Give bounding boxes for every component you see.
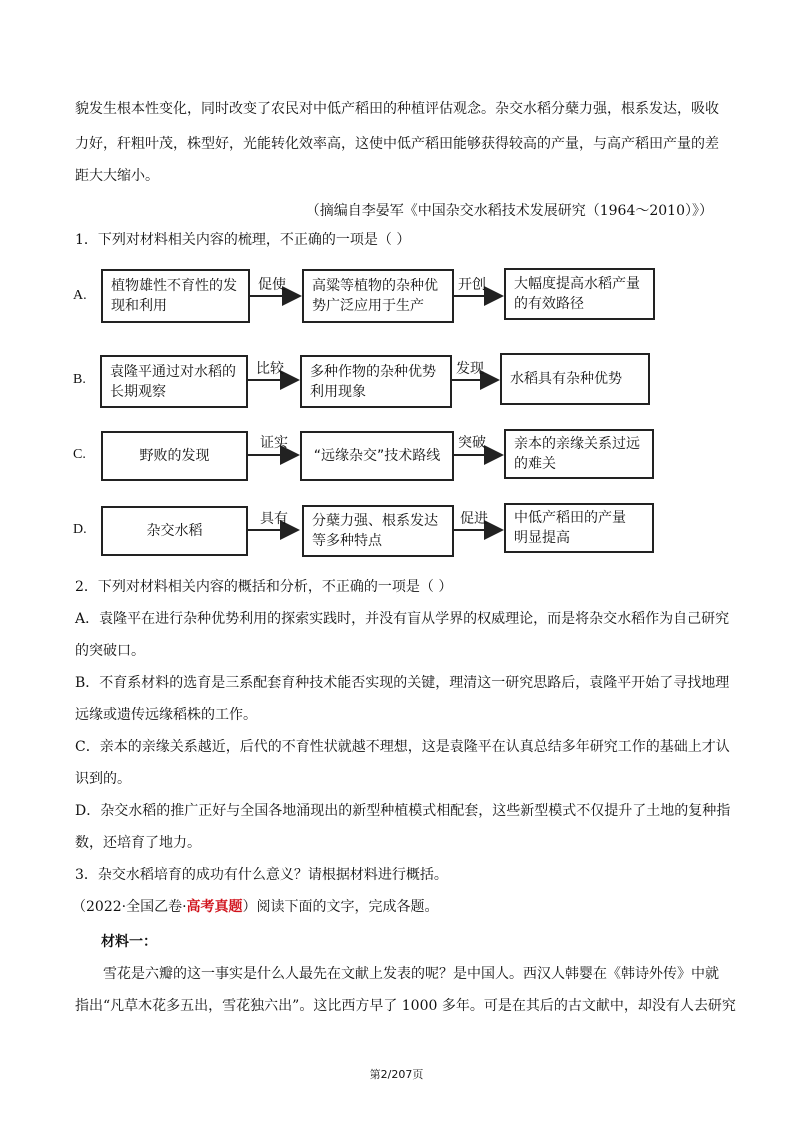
box-text: 的有效路径 xyxy=(514,296,584,312)
option-c-box-2 xyxy=(300,431,454,481)
box-text: 明显提高 xyxy=(514,530,570,546)
option-b-arrow-2-label: 发现 xyxy=(456,361,484,377)
box-text: 亲本的亲缘关系过远 xyxy=(514,436,640,452)
option-d-box-1 xyxy=(101,506,248,556)
option-c-label: C. xyxy=(73,447,86,462)
option-a-label: A. xyxy=(73,288,87,303)
q2-option-b-line-1: B．不育系材料的选育是三系配套育种技术能否实现的关键，理清这一研究思路后，袁隆平开始了寻找地理 xyxy=(75,675,730,691)
box-text: 长期观察 xyxy=(110,383,166,400)
option-c-box-3 xyxy=(504,429,654,479)
q1-stem: 1．下列对材料相关内容的梳理，不正确的一项是（ ） xyxy=(75,232,411,248)
exam-highlight[interactable]: 高考真题 xyxy=(186,899,243,915)
box-text: 野败的发现 xyxy=(139,448,210,464)
option-d-box-2 xyxy=(302,505,454,557)
exam-prefix: （2022·全国乙卷· xyxy=(72,899,187,915)
intro-line-2: 力好，秆粗叶茂，株型好，光能转化效率高，这使中低产稻田能够获得较高的产量，与高产稻田产量的差 xyxy=(75,136,719,152)
intro-line-1: 貌发生根本性变化，同时改变了农民对中低产稻田的种植评估观念。杂交水稻分蘖力强，根系发达，吸收 xyxy=(75,101,719,117)
option-b-box-1 xyxy=(100,355,248,408)
q2-stem: 2．下列对材料相关内容的概括和分析，不正确的一项是（ ） xyxy=(75,579,453,595)
option-b-label: B. xyxy=(73,372,86,387)
q2-option-c-line-2: 识到的。 xyxy=(75,771,131,787)
box-text: 高粱等植物的杂种优 xyxy=(312,278,438,294)
source-citation: （摘编自李晏军《中国杂交水稻技术发展研究（1964～2010）》） xyxy=(305,203,713,219)
option-c-arrow-2-label: 突破 xyxy=(458,435,486,451)
box-text: 杂交水稻 xyxy=(146,523,203,539)
option-a-box-3 xyxy=(504,268,655,320)
q2-option-a-line-2: 的突破口。 xyxy=(75,643,145,659)
option-d-label: D. xyxy=(73,522,87,537)
box-text: 现和利用 xyxy=(111,298,167,314)
option-c-box-1 xyxy=(101,431,248,481)
material-line-2: 指出“凡草木花多五出，雪花独六出”。这比西方早了 1000 多年。可是在其后的古文献中，却没有人去研究 xyxy=(75,998,736,1014)
option-a-box-2 xyxy=(302,269,454,323)
box-text: 等多种特点 xyxy=(312,533,382,549)
exam-suffix: ）阅读下面的文字，完成各题。 xyxy=(242,899,439,915)
q2-option-b-line-2: 远缘或遗传远缘稻株的工作。 xyxy=(75,707,257,723)
box-text: 水稻具有杂种优势 xyxy=(510,371,622,387)
material-title: 材料一： xyxy=(101,934,157,950)
q2-option-a-line-1: A．袁隆平在进行杂种优势利用的探索实践时，并没有盲从学界的权威理论，而是将杂交水稻作为自己研究 xyxy=(75,611,730,627)
exam-source xyxy=(72,897,718,917)
box-text: 利用现象 xyxy=(310,383,366,400)
material-line-1: 雪花是六瓣的这一事实是什么人最先在文献上发表的呢？是中国人。西汉人韩婴在《韩诗外传》中就 xyxy=(103,966,719,982)
box-text: 植物雄性不育性的发 xyxy=(111,278,237,294)
box-text: 势广泛应用于生产 xyxy=(312,298,424,314)
box-text: 大幅度提高水稻产量 xyxy=(514,276,640,292)
box-text: 分蘖力强、根系发达 xyxy=(312,513,438,529)
box-text: 多种作物的杂种优势 xyxy=(310,363,436,380)
option-d-arrow-1-label: 具有 xyxy=(260,511,288,527)
option-d-box-3 xyxy=(504,503,654,553)
box-text: 中低产稻田的产量 xyxy=(514,510,626,526)
option-a-box-1 xyxy=(101,269,250,323)
box-text: “远缘杂交”技术路线 xyxy=(313,448,441,464)
box-text: 袁隆平通过对水稻的 xyxy=(110,363,236,380)
box-text: 的难关 xyxy=(514,456,556,472)
option-c-arrow-1-label: 证实 xyxy=(260,435,288,451)
option-a-arrow-2-label: 开创 xyxy=(458,277,486,293)
option-a-arrow-1-label: 促使 xyxy=(258,277,286,293)
intro-line-3: 距大大缩小。 xyxy=(75,168,159,184)
q2-option-d-line-1: D．杂交水稻的推广正好与全国各地涌现出的新型种植模式相配套，这些新型模式不仅提升了土地的复种指 xyxy=(75,803,731,819)
option-b-box-3 xyxy=(500,353,650,405)
q2-option-c-line-1: C．亲本的亲缘关系越近，后代的不育性状就越不理想，这是袁隆平在认真总结多年研究工作的基础上才认 xyxy=(75,739,730,755)
option-b-box-2 xyxy=(300,355,452,408)
page-number: 第2/207页 xyxy=(369,1068,424,1081)
option-d-arrow-2-label: 促进 xyxy=(460,511,488,527)
q2-option-d-line-2: 数，还培育了地力。 xyxy=(75,835,201,851)
q3-stem: 3．杂交水稻培育的成功有什么意义？请根据材料进行概括。 xyxy=(75,867,448,883)
option-b-arrow-1-label: 比较 xyxy=(256,361,284,377)
